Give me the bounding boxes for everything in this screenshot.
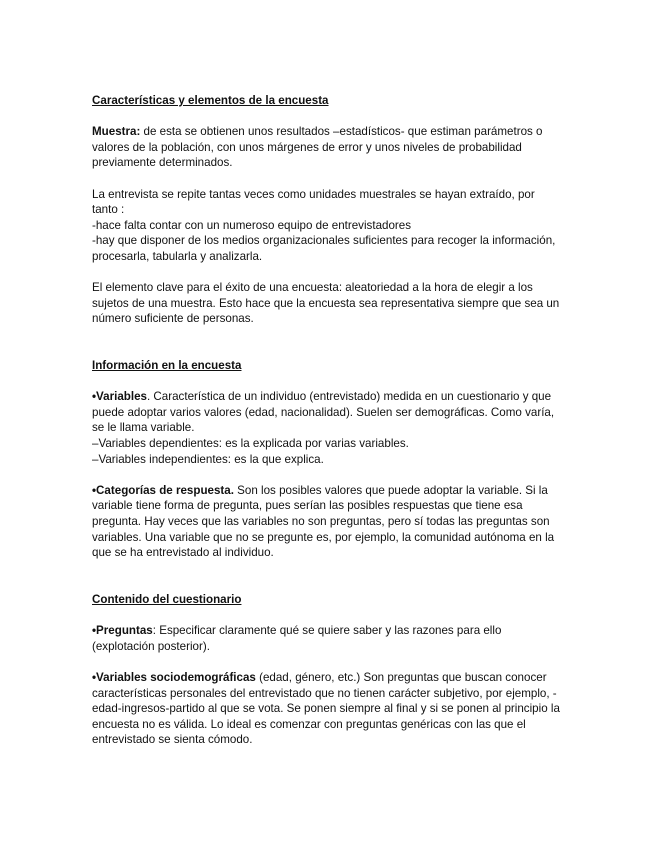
socio-text: (edad, género, etc.) Son preguntas que buscan conocer características personales del entrevistado que no tienen carácter subjetivo, por ejemplo, -edad-ingresos-partido al que se vota. Se ponen siempre al final y si se ponen al principio la encuesta no es válida. Lo ideal es comenzar con preguntas genéricas con las que el entrevistado se sienta cómodo.	[92, 670, 560, 747]
preguntas-label: •Preguntas	[92, 624, 153, 638]
preguntas-text: : Especificar claramente qué se quiere saber y las razones para ello (explotación posterior).	[92, 624, 502, 653]
heading-caracteristicas: Características y elementos de la encuesta	[92, 94, 329, 107]
heading-informacion: Información en la encuesta	[92, 359, 242, 373]
paragraph-entrevista-intro: La entrevista se repite tantas veces como unidades muestrales se hayan extraído, por tanto :	[92, 187, 535, 217]
list-item-equipo: -hace falta contar con un numeroso equipo de entrevistadores	[92, 218, 412, 232]
variables-label: •Variables	[92, 390, 147, 404]
paragraph-sociodemograficas	[92, 670, 563, 748]
muestra-label: Muestra:	[92, 125, 141, 139]
list-item-dependientes: –Variables dependientes: es la explicada por varias variables.	[92, 437, 409, 451]
heading-contenido: Contenido del cuestionario	[92, 593, 242, 606]
paragraph-preguntas	[92, 623, 563, 654]
paragraph-categorias	[92, 483, 563, 561]
list-item-medios: -hay que disponer de los medios organizacionales suficientes para recoger la información, procesarla, tabularla y analizarla.	[92, 234, 556, 263]
paragraph-elemento-clave: El elemento clave para el éxito de una encuesta: aleatoriedad a la hora de elegir a los sujetos de una muestra. Esto hace que la encuesta sea representativa siempre que sea un número suficiente de personas.	[92, 281, 560, 326]
list-item-independientes: –Variables independientes: es la que explica.	[92, 452, 324, 466]
socio-label: •Variables sociodemográficas	[92, 670, 256, 684]
muestra-text: de esta se obtienen unos resultados –estadísticos- que estiman parámetros o valores de la población, con unos márgenes de error y unos niveles de probabilidad previamente determinados.	[92, 125, 543, 170]
categorias-text: Son los posibles valores que puede adoptar la variable. Si la variable tiene forma de pregunta, pues serían las posibles respuestas que tiene esa pregunta. Hay veces que las variables no son preguntas, pero sí todas las preguntas son variables. Una variable que no se pregunte es, por ejemplo, la comunidad autónoma en la que se ha entrevistado al individuo.	[92, 483, 555, 560]
categorias-label: •Categorías de respuesta.	[92, 483, 234, 497]
paragraph-muestra	[92, 124, 563, 171]
paragraph-variables	[92, 389, 563, 436]
variables-text: . Característica de un individuo (entrevistado) medida en un cuestionario y que puede adoptar varios valores (edad, nacionalidad). Suelen ser demográficas. Como varía, se le llama variable.	[92, 390, 555, 435]
